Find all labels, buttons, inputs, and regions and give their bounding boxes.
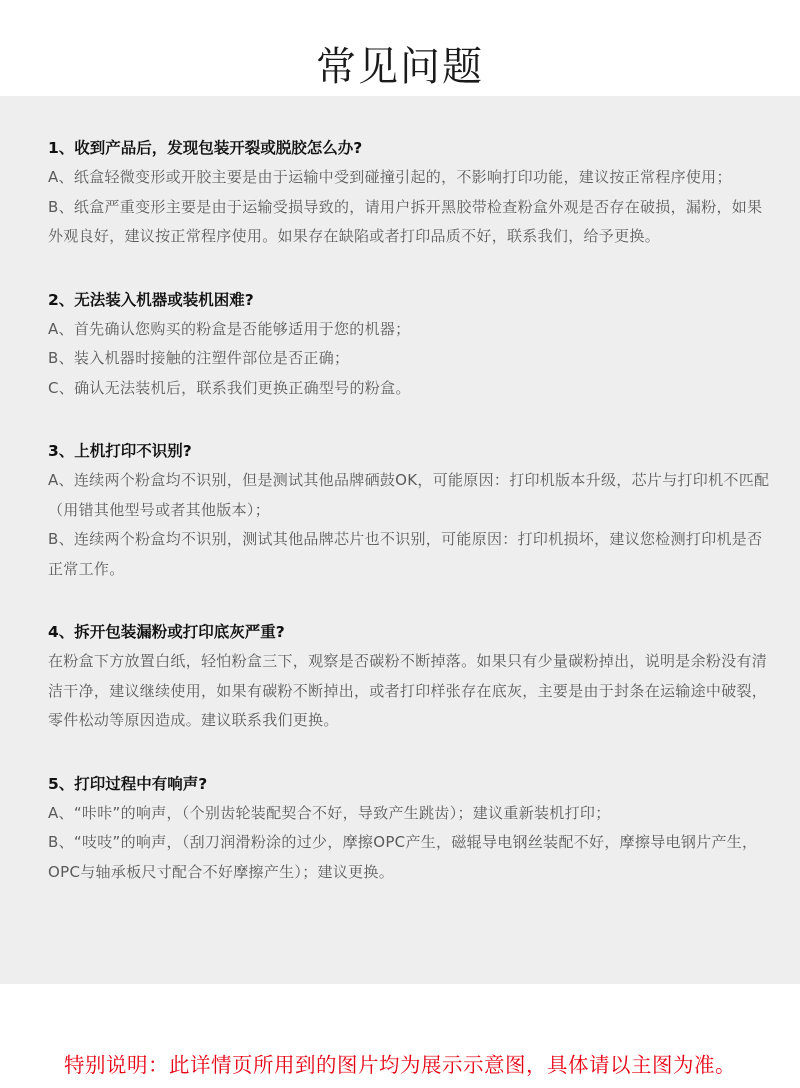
faq-answer: C、确认无法装机后，联系我们更换正确型号的粉盒。 [48,378,411,397]
faq-panel [0,96,800,984]
faq-item [48,286,772,404]
faq-answer: B、装入机器时接触的注塑件部位是否正确； [48,349,350,367]
faq-question: 5、打印过程中有响声? [48,774,208,793]
faq-item [48,618,772,736]
faq-answer: B、“吱吱”的响声，（刮刀润滑粉涂的过少，摩擦OPC产生，磁辊导电钢丝装配不好，摩擦导电钢片产生，OPC与轴承板尺寸配合不好摩擦产生）；建议更换。 [48,833,758,881]
faq-question: 3、上机打印不识别? [48,442,192,460]
faq-question: 1、收到产品后，发现包装开裂或脱胶怎么办? [48,139,363,157]
faq-answer: A、首先确认您购买的粉盒是否能够适用于您的机器； [48,319,411,338]
faq-item [48,770,772,888]
faq-answer: 在粉盒下方放置白纸，轻怕粉盒三下，观察是否碳粉不断掉落。如果只有少量碳粉掉出，说明是余粉没有清洁干净，建议继续使用，如果有碳粉不断掉出，或者打印样张存在底灰，主要是由于封条在运输途中破裂，零件松动等原因造成。建议联系我们更换。 [48,652,768,729]
faq-item [48,134,772,252]
faq-answer: B、纸盒严重变形主要是由于运输受损导致的，请用户拆开黑胶带检查粉盒外观是否存在破损，漏粉，如果外观良好，建议按正常程序使用。如果存在缺陷或者打印品质不好，联系我们，给予更换。 [48,197,763,245]
page-title: 常见问题 [316,43,484,90]
faq-question: 4、拆开包装漏粉或打印底灰严重? [48,623,285,641]
faq-answer: A、“咔咔”的响声，（个别齿轮装配契合不好，导致产生跳齿）；建议重新装机打印； [48,803,611,822]
faq-question: 2、无法装入机器或装机困难? [48,290,254,309]
faq-list [48,134,772,921]
faq-item [48,437,772,584]
faq-answer: A、连续两个粉盒均不识别，但是测试其他品牌硒鼓OK，可能原因：打印机版本升级，芯片与打印机不匹配（用错其他型号或者其他版本）； [48,471,770,519]
special-notice: 特别说明：此详情页所用到的图片均为展示示意图，具体请以主图为准。 [64,1052,736,1077]
faq-answer: A、纸盒轻微变形或开胶主要是由于运输中受到碰撞引起的，不影响打印功能，建议按正常程序使用； [48,168,732,186]
faq-answer: B、连续两个粉盒均不识别，测试其他品牌芯片也不识别，可能原因：打印机损坏，建议您检测打印机是否正常工作。 [48,530,763,578]
title-bar [0,0,800,96]
notice-bar [0,984,800,1088]
